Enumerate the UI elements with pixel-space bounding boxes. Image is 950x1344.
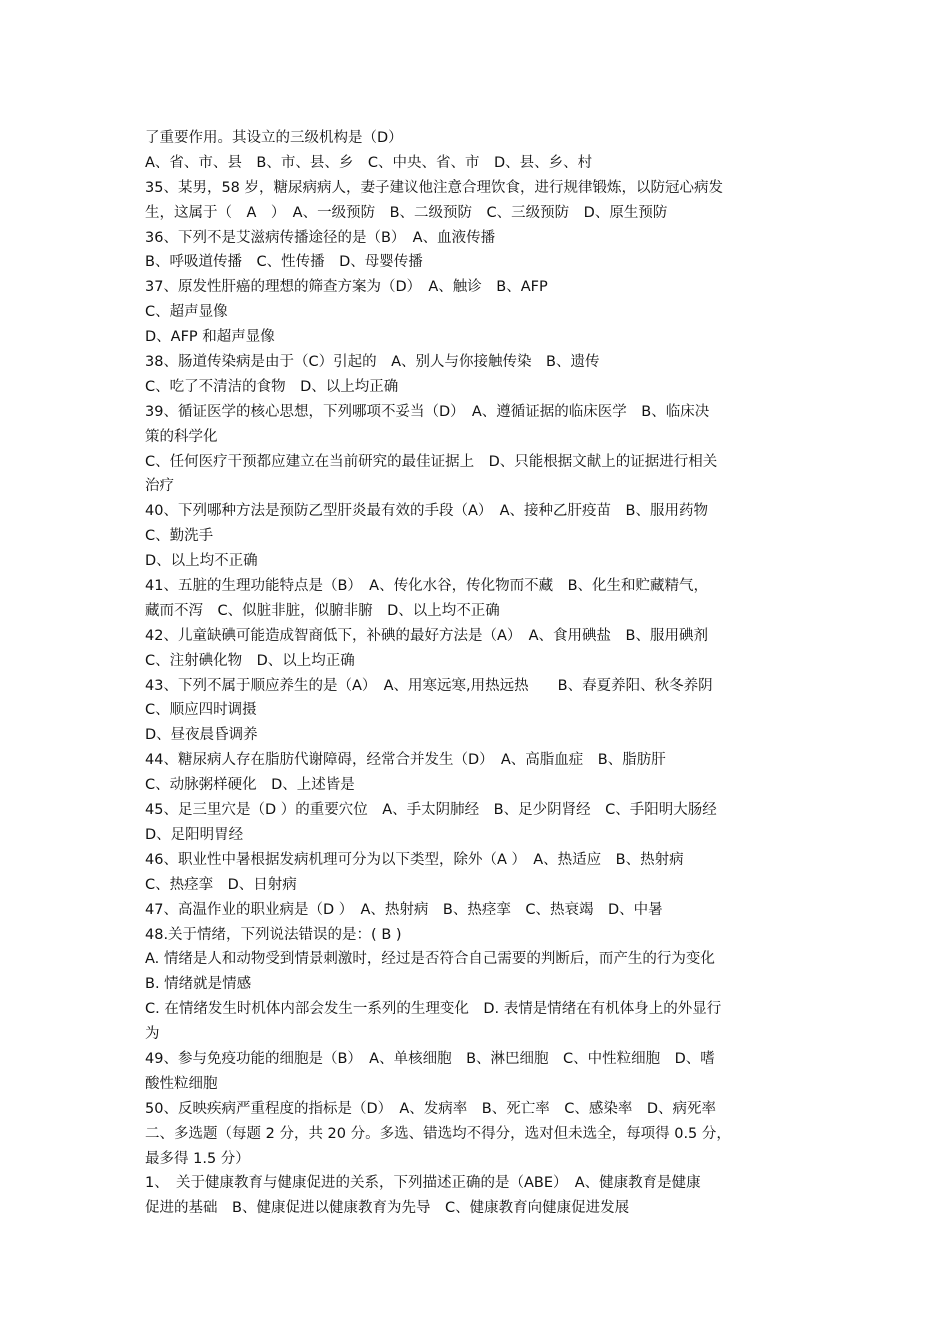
- text-line: C、顺应四时调摄: [145, 702, 257, 719]
- text-line: D、足阳明胃经: [145, 826, 244, 843]
- text-line: C、吃了不清洁的食物 D、以上均正确: [145, 378, 399, 395]
- text-line: 生，这属于（ A ） A、一级预防 B、二级预防 C、三级预防 D、原生预防: [145, 204, 668, 221]
- text-line: 最多得 1.5 分）: [145, 1150, 250, 1167]
- text-line: 促进的基础 B、健康促进以健康教育为先导 C、健康教育向健康促进发展: [145, 1200, 630, 1217]
- text-line: 37、原发性肝癌的理想的筛查方案为（D） A、触诊 B、AFP: [145, 279, 548, 296]
- text-line: 46、职业性中暑根据发病机理可分为以下类型，除外（A ） A、热适应 B、热射病: [145, 851, 684, 868]
- text-line: C、任何医疗干预都应建立在当前研究的最佳证据上 D、只能根据文献上的证据进行相关: [145, 453, 718, 470]
- text-line: 39、循证医学的核心思想，下列哪项不妥当（D） A、遵循证据的临床医学 B、临床决: [145, 403, 710, 420]
- text-line: 43、下列不属于顺应养生的是（A） A、用寒远寒,用热远热 B、春夏养阳、秋冬养阴: [145, 677, 713, 694]
- text-line: 藏而不泻 C、似脏非脏，似腑非腑 D、以上均不正确: [145, 602, 500, 619]
- text-line: 36、下列不是艾滋病传播途径的是（B） A、血液传播: [145, 229, 496, 246]
- text-line: 酸性粒细胞: [145, 1075, 218, 1092]
- text-line: 1、 关于健康教育与健康促进的关系，下列描述正确的是（ABE） A、健康教育是健康: [145, 1175, 701, 1192]
- text-line: 45、足三里穴是（D ）的重要穴位 A、手太阴肺经 B、足少阴肾经 C、手阳明大肠经: [145, 802, 717, 819]
- text-line: 为: [145, 1026, 160, 1043]
- text-line: 50、反映疾病严重程度的指标是（D） A、发病率 B、死亡率 C、感染率 D、病死率: [145, 1100, 717, 1117]
- text-line: C、热痉挛 D、日射病: [145, 876, 297, 893]
- text-line: 47、高温作业的职业病是（D ） A、热射病 B、热痉挛 C、热衰竭 D、中暑: [145, 901, 663, 918]
- text-line: A、省、市、县 B、市、县、乡 C、中央、省、市 D、县、乡、村: [145, 154, 593, 171]
- text-line: 二、多选题（每题 2 分，共 20 分。多选、错选均不得分，选对但未选全，每项得 0.5 分，: [145, 1125, 731, 1142]
- text-line: D、AFP 和超声显像: [145, 329, 275, 346]
- text-line: 40、下列哪种方法是预防乙型肝炎最有效的手段（A） A、接种乙肝疫苗 B、服用药物: [145, 503, 708, 520]
- text-line: B. 情绪就是情感: [145, 976, 252, 993]
- text-line: C、动脉粥样硬化 D、上述皆是: [145, 777, 355, 794]
- text-line: C. 在情绪发生时机体内部会发生一系列的生理变化 D. 表情是情绪在有机体身上的外显行: [145, 1001, 722, 1018]
- text-line: C、注射碘化物 D、以上均正确: [145, 652, 355, 669]
- text-line: A. 情绪是人和动物受到情景刺激时，经过是否符合自己需要的判断后，而产生的行为变化: [145, 951, 715, 968]
- text-line: 了重要作用。其设立的三级机构是（D）: [145, 130, 403, 146]
- text-line: B、呼吸道传播 C、性传播 D、母婴传播: [145, 254, 423, 271]
- text-line: C、勤洗手: [145, 528, 214, 545]
- text-line: 48.关于情绪，下列说法错误的是：( B ): [145, 926, 402, 943]
- text-line: C、超声显像: [145, 304, 228, 321]
- text-line: 49、参与免疫功能的细胞是（B） A、单核细胞 B、淋巴细胞 C、中性粒细胞 D、嗜: [145, 1050, 715, 1067]
- text-line: 治疗: [145, 478, 174, 495]
- text-line: D、昼夜晨昏调养: [145, 727, 258, 744]
- document-body: [145, 126, 810, 1221]
- text-line: 35、某男，58 岁，糖尿病病人，妻子建议他注意合理饮食，进行规律锻炼，以防冠心病发: [145, 179, 724, 196]
- text-line: D、以上均不正确: [145, 553, 258, 570]
- text-line: 41、五脏的生理功能特点是（B） A、传化水谷，传化物而不藏 B、化生和贮藏精气，: [145, 578, 709, 595]
- text-line: 策的科学化: [145, 428, 218, 445]
- text-line: 38、肠道传染病是由于（C）引起的 A、别人与你接触传染 B、遗传: [145, 354, 600, 371]
- text-line: 44、糖尿病人存在脂肪代谢障碍，经常合并发生（D） A、高脂血症 B、脂肪肝: [145, 752, 666, 769]
- text-line: 42、儿童缺碘可能造成智商低下，补碘的最好方法是（A） A、食用碘盐 B、服用碘剂: [145, 627, 708, 644]
